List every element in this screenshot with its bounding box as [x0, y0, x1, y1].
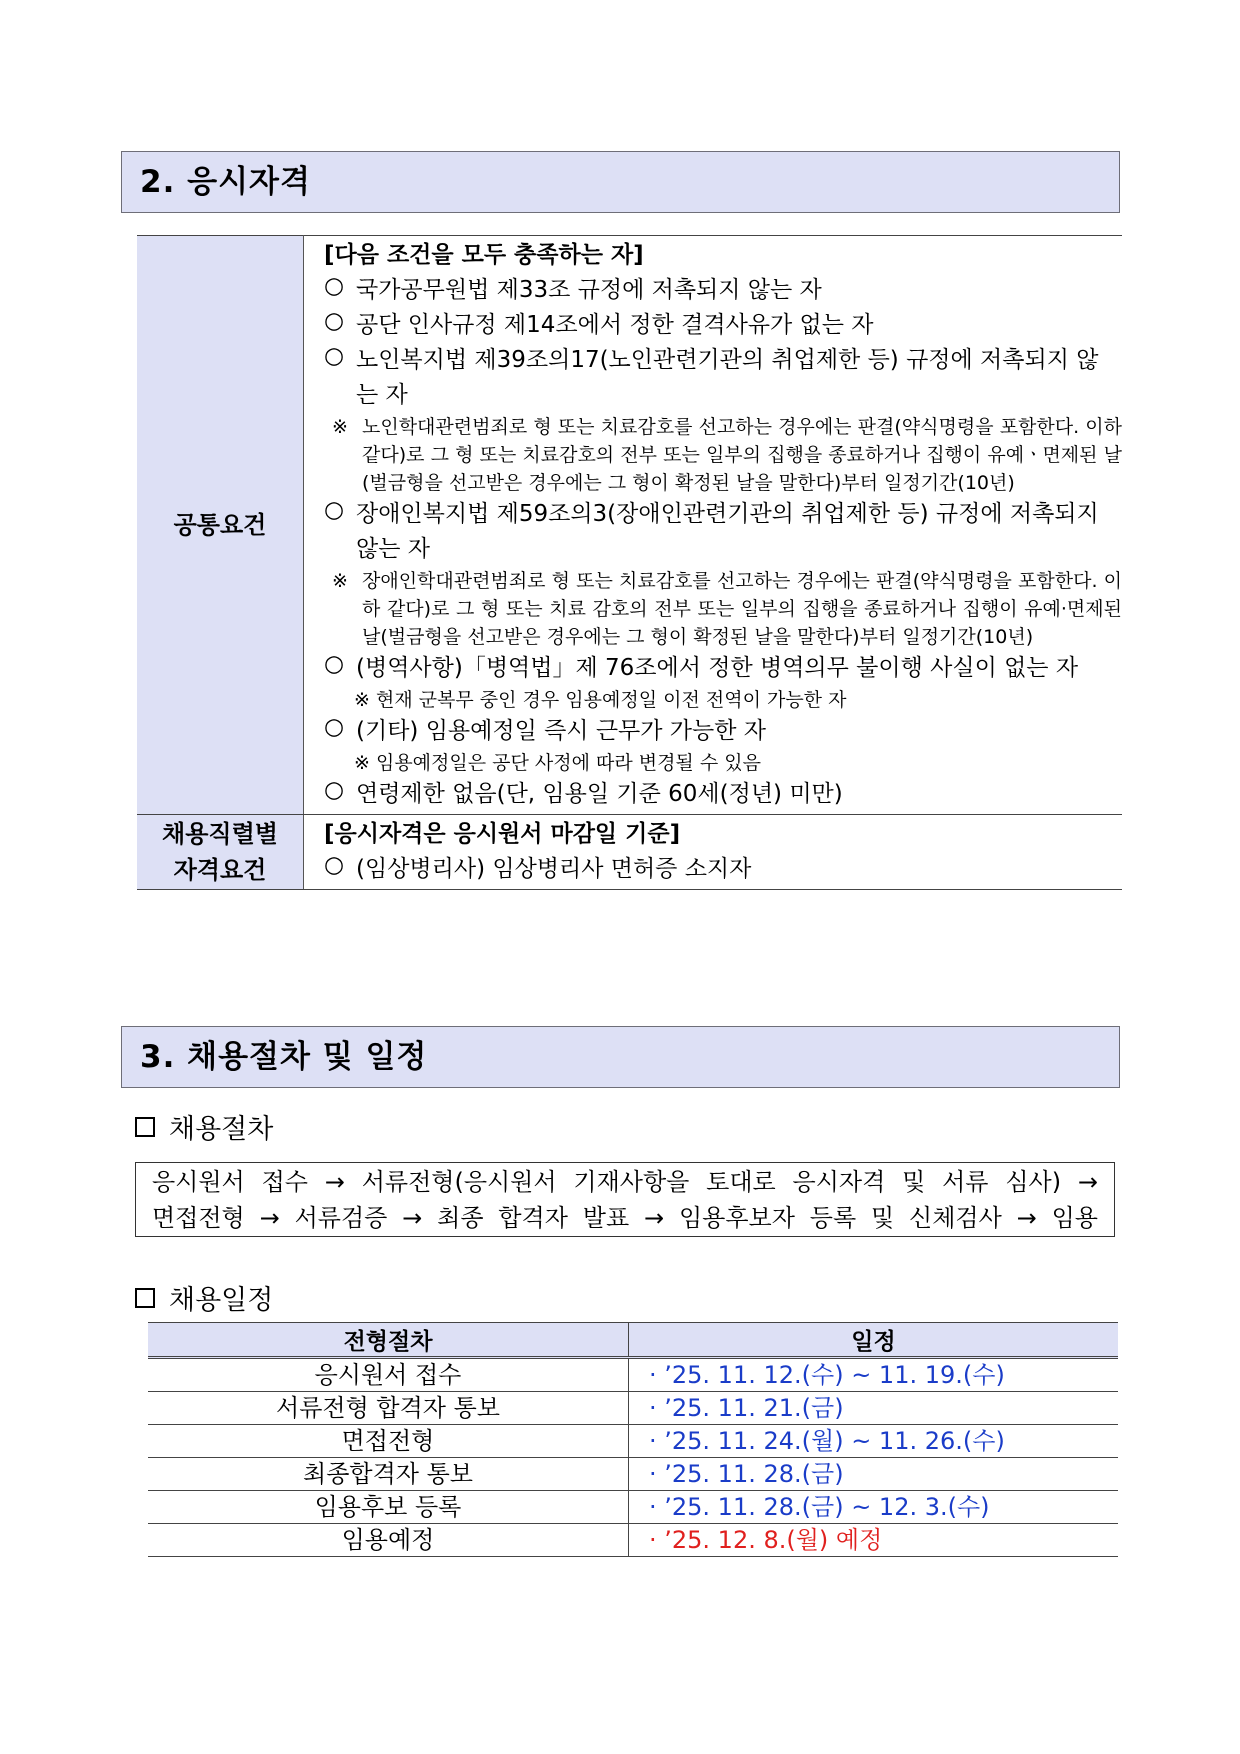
section-3-title: 3. 채용절차 및 일정: [121, 1026, 1120, 1088]
step-cell: 임용예정: [148, 1524, 629, 1557]
circle-bullet-icon: ○: [324, 497, 345, 523]
note: [324, 686, 1122, 714]
list-item-text: 공단 인사규정 제14조에서 정한 결격사유가 없는 자: [356, 312, 874, 338]
checkbox-icon: [135, 1288, 155, 1308]
date-cell: · ’25. 11. 24.(월) ~ 11. 26.(수): [629, 1425, 1119, 1458]
column-header-date: 일정: [629, 1323, 1119, 1358]
date-cell: · ’25. 11. 12.(수) ~ 11. 19.(수): [629, 1358, 1119, 1392]
circle-bullet-icon: ○: [324, 651, 345, 677]
date-cell: · ’25. 11. 21.(금): [629, 1392, 1119, 1425]
common-intro: [다음 조건을 모두 충족하는 자]: [324, 242, 644, 268]
list-item: [324, 714, 1122, 749]
reference-mark-icon: ※: [332, 570, 348, 592]
list-item: [324, 651, 1122, 686]
list-item: [324, 343, 1122, 413]
date-cell: · ’25. 11. 28.(금): [629, 1458, 1119, 1491]
table-row: [148, 1425, 1118, 1458]
note-text: ※ 현재 군복무 중인 경우 임용예정일 이전 전역이 가능한 자: [354, 689, 847, 711]
job-intro: [응시자격은 응시원서 마감일 기준]: [324, 821, 681, 847]
common-requirements-row: [137, 236, 1122, 815]
job-label-line: 자격요건: [173, 856, 267, 884]
note-text: 장애인학대관련범죄로 형 또는 치료감호를 선고하는 경우에는 판결(약식명령을 포함한다. 이하 같다)로 그 형 또는 치료 감호의 전부 또는 일부의 집행을 종료하거나 집행이 유예·면제된 날(벌금형을 선고받은 경우에는 그 형이 확정된 날을 말한다)부터 일정기간(10년): [362, 570, 1122, 648]
list-item-text: (임상병리사) 임상병리사 면허증 소지자: [356, 856, 752, 882]
table-row: [148, 1358, 1118, 1392]
note: [324, 749, 1122, 777]
reference-mark-icon: ※: [332, 416, 348, 438]
job-requirements-label: [137, 815, 304, 890]
date-cell: · ’25. 12. 8.(월) 예정: [629, 1524, 1119, 1557]
circle-bullet-icon: ○: [324, 343, 345, 369]
note-text: ※ 임용예정일은 공단 사정에 따라 변경될 수 있음: [354, 752, 761, 774]
table-header-row: [148, 1323, 1118, 1358]
list-item-text: 장애인복지법 제59조의3(장애인관련기관의 취업제한 등) 규정에 저촉되지 않는 자: [356, 501, 1099, 562]
circle-bullet-icon: ○: [324, 273, 345, 299]
schedule-heading-text: 채용일정: [169, 1285, 274, 1316]
table-row: [148, 1491, 1118, 1524]
list-item-text: (병역사항)「병역법」제 76조에서 정한 병역의무 불이행 사실이 없는 자: [356, 655, 1079, 681]
note: [324, 413, 1122, 497]
list-item-text: (기타) 임용예정일 즉시 근무가 가능한 자: [356, 718, 766, 744]
procedure-line: 면접전형 → 서류검증 → 최종 합격자 발표 → 임용후보자 등록 및 신체검사 → 임용: [152, 1204, 1098, 1232]
procedure-box: [135, 1162, 1115, 1237]
list-item: [324, 777, 1122, 812]
list-item: [324, 497, 1122, 567]
list-item-text: 국가공무원법 제33조 규정에 저촉되지 않는 자: [356, 277, 822, 303]
step-cell: 임용후보 등록: [148, 1491, 629, 1524]
section-2-title: 2. 응시자격: [121, 151, 1120, 213]
list-item-text: 노인복지법 제39조의17(노인관련기관의 취업제한 등) 규정에 저촉되지 않는 자: [356, 347, 1099, 408]
checkbox-icon: [135, 1117, 155, 1137]
list-item: [324, 273, 1122, 308]
list-item: [324, 308, 1122, 343]
step-cell: 면접전형: [148, 1425, 629, 1458]
common-requirements-label: 공통요건: [137, 236, 304, 815]
circle-bullet-icon: ○: [324, 714, 345, 740]
procedure-heading-text: 채용절차: [169, 1114, 274, 1145]
qualification-table: [137, 235, 1122, 890]
procedure-heading: [135, 1107, 273, 1146]
procedure-line: 응시원서 접수 → 서류전형(응시원서 기재사항을 토대로 응시자격 및 서류 심사) →: [152, 1168, 1098, 1196]
table-row: [148, 1392, 1118, 1425]
date-cell: · ’25. 11. 28.(금) ~ 12. 3.(수): [629, 1491, 1119, 1524]
job-requirements-row: [137, 815, 1122, 890]
step-cell: 응시원서 접수: [148, 1358, 629, 1392]
job-label-line: 채용직렬별: [162, 820, 278, 848]
list-item-text: 연령제한 없음(단, 임용일 기준 60세(정년) 미만): [356, 781, 843, 807]
schedule-table: [148, 1322, 1118, 1557]
column-header-step: 전형절차: [148, 1323, 629, 1358]
circle-bullet-icon: ○: [324, 777, 345, 803]
table-row: [148, 1524, 1118, 1557]
circle-bullet-icon: ○: [324, 308, 345, 334]
schedule-heading: [135, 1278, 273, 1317]
list-item: [324, 852, 1122, 887]
note: [324, 567, 1122, 651]
job-requirements-content: [304, 815, 1123, 890]
table-row: [148, 1458, 1118, 1491]
common-requirements-content: [304, 236, 1123, 815]
note-text: 노인학대관련범죄로 형 또는 치료감호를 선고하는 경우에는 판결(약식명령을 포함한다. 이하 같다)로 그 형 또는 치료감호의 전부 또는 일부의 집행을 종료하거나 집행이 유예ㆍ면제된 날(벌금형을 선고받은 경우에는 그 형이 확정된 날을 말한다)부터 일정기간(10년): [362, 416, 1122, 494]
step-cell: 서류전형 합격자 통보: [148, 1392, 629, 1425]
step-cell: 최종합격자 통보: [148, 1458, 629, 1491]
circle-bullet-icon: ○: [324, 852, 345, 878]
